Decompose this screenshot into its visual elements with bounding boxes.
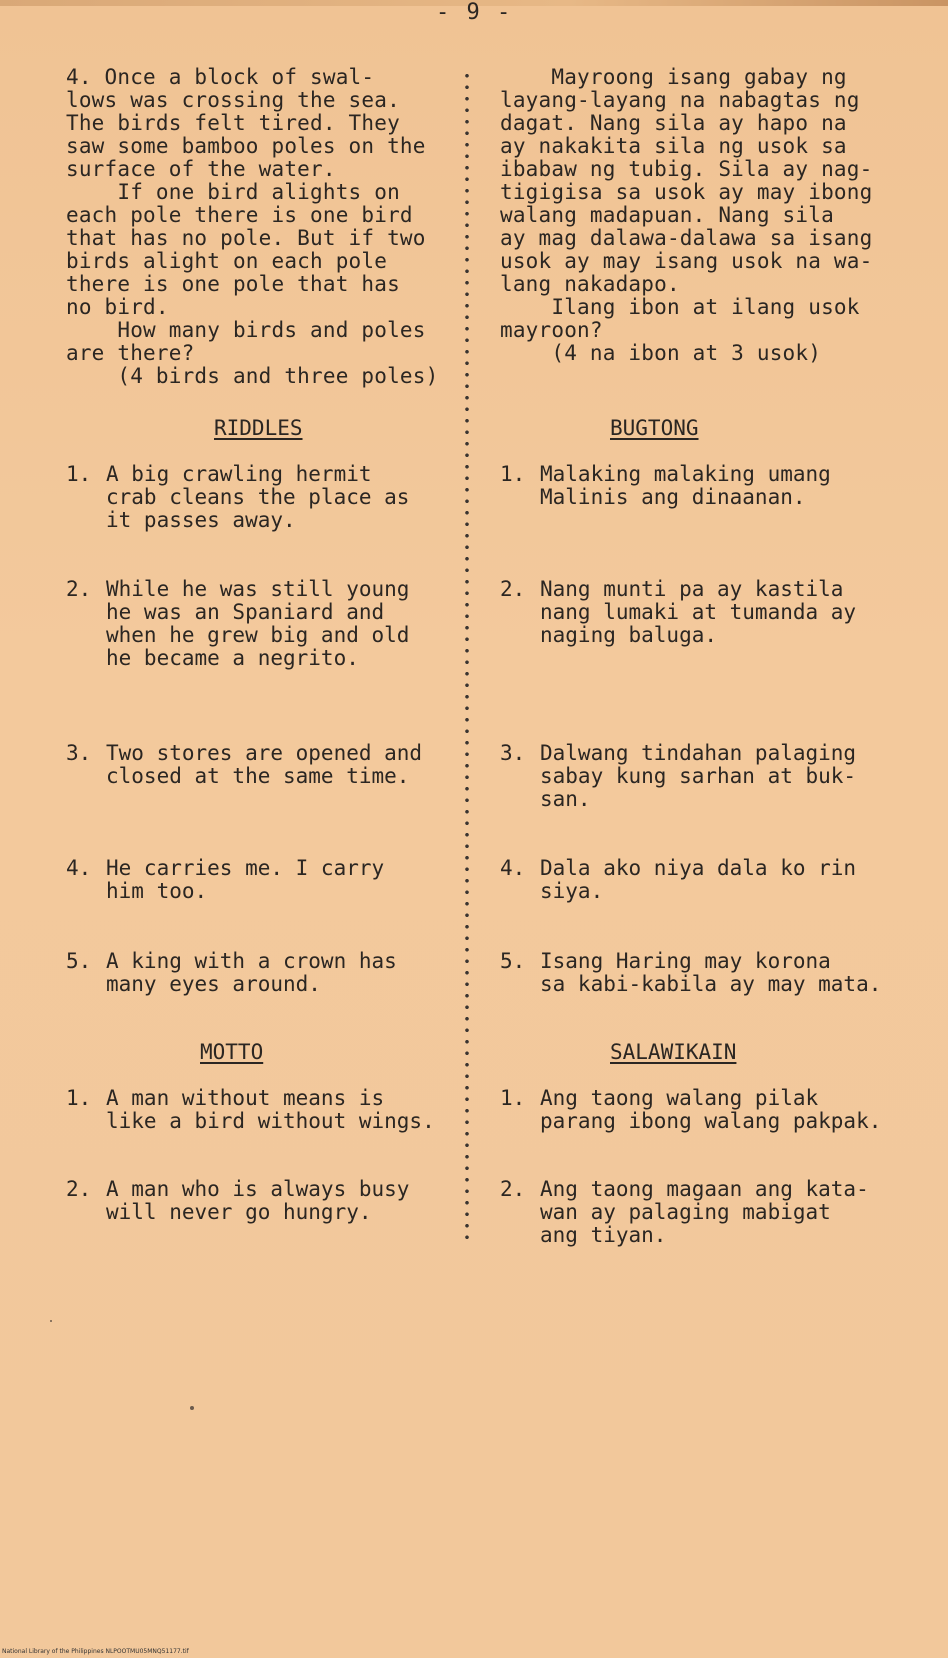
paper-speck (190, 1406, 194, 1410)
riddle-3-tl (500, 741, 857, 834)
riddle-text: Dalwang tindahan palaging sabay kung sarhan at buk- san. (540, 741, 857, 811)
riddle-4-en (66, 856, 385, 949)
motto-number: 1. (66, 1086, 92, 1110)
story-english: 4. Once a block of swal- lows was crossing the sea. The birds felt tired. They saw some bamboo poles on the surface of the water. If one bird alights on each pole there is one bird that has no pole. But if two birds alight on each pole there is one pole that has no bird. How many birds and poles are there? (4 birds and three poles) (66, 65, 439, 388)
column-divider-dots (462, 70, 472, 1245)
salawikain-heading: SALAWIKAIN (610, 1040, 737, 1064)
bugtong-heading: BUGTONG (610, 416, 699, 440)
motto-number: 2. (500, 1177, 526, 1201)
paper-speck (50, 1320, 52, 1322)
riddle-number: 1. (66, 462, 92, 486)
riddle-text: Malaking malaking umang Malinis ang dinaanan. (540, 462, 831, 509)
motto-text: Ang taong walang pilak parang ibong walang pakpak. (540, 1086, 882, 1133)
riddle-text: A big crawling hermit crab cleans the place as it passes away. (106, 462, 410, 532)
motto-text: A man who is always busy will never go hungry. (106, 1177, 410, 1224)
riddle-number: 2. (66, 577, 92, 601)
motto-number: 2. (66, 1177, 92, 1201)
riddle-5-en (66, 949, 397, 1042)
riddle-text: Nang munti pa ay kastila nang lumaki at tumanda ay naging baluga. (540, 577, 857, 647)
riddle-number: 4. (500, 856, 526, 880)
riddle-number: 4. (66, 856, 92, 880)
motto-2-en (66, 1177, 410, 1270)
riddle-number: 3. (66, 741, 92, 765)
riddle-1-en (66, 462, 410, 555)
riddle-text: A king with a crown has many eyes around. (106, 949, 397, 996)
archive-footer: National Library of the Philippines NLPOOTMU05MNQ51177.tif (2, 1648, 189, 1655)
motto-heading: MOTTO (200, 1040, 264, 1064)
riddle-4-tl (500, 856, 857, 949)
page-number: - 9 - (436, 0, 513, 25)
motto-text: Ang taong magaan ang kata- wan ay palaging mabigat ang tiyan. (540, 1177, 869, 1247)
story-tagalog: Mayroong isang gabay ng layang-layang na nabagtas ng dagat. Nang sila ay hapo na ay nakakita sila ng usok sa ibabaw ng tubig. Sila ay nag- tigigisa sa usok ay may ibong walang madapuan. Nang sila ay mag dalawa-dalawa sa isang usok ay may isang usok na wa- lang nakadapo. Ilang ibon at ilang usok mayroon? (4 na ibon at 3 usok) (500, 65, 873, 365)
riddle-number: 2. (500, 577, 526, 601)
motto-1-tl (500, 1086, 882, 1179)
motto-2-tl (500, 1177, 869, 1270)
riddle-number: 5. (66, 949, 92, 973)
riddles-heading: RIDDLES (214, 416, 303, 440)
riddle-number: 3. (500, 741, 526, 765)
riddle-text: Dala ako niya dala ko rin siya. (540, 856, 857, 903)
riddle-1-tl (500, 462, 831, 555)
riddle-3-en (66, 741, 423, 834)
riddle-number: 5. (500, 949, 526, 973)
riddle-5-tl (500, 949, 882, 1042)
riddle-text: Two stores are opened and closed at the same time. (106, 741, 423, 788)
riddle-2-en (66, 577, 410, 670)
riddle-text: He carries me. I carry him too. (106, 856, 385, 903)
motto-number: 1. (500, 1086, 526, 1110)
riddle-text: Isang Haring may korona sa kabi-kabila ay may mata. (540, 949, 882, 996)
riddle-2-tl (500, 577, 857, 670)
riddle-text: While he was still young he was an Spaniard and when he grew big and old he became a negrito. (106, 577, 410, 670)
riddle-number: 1. (500, 462, 526, 486)
motto-1-en (66, 1086, 435, 1179)
motto-text: A man without means is like a bird without wings. (106, 1086, 435, 1133)
